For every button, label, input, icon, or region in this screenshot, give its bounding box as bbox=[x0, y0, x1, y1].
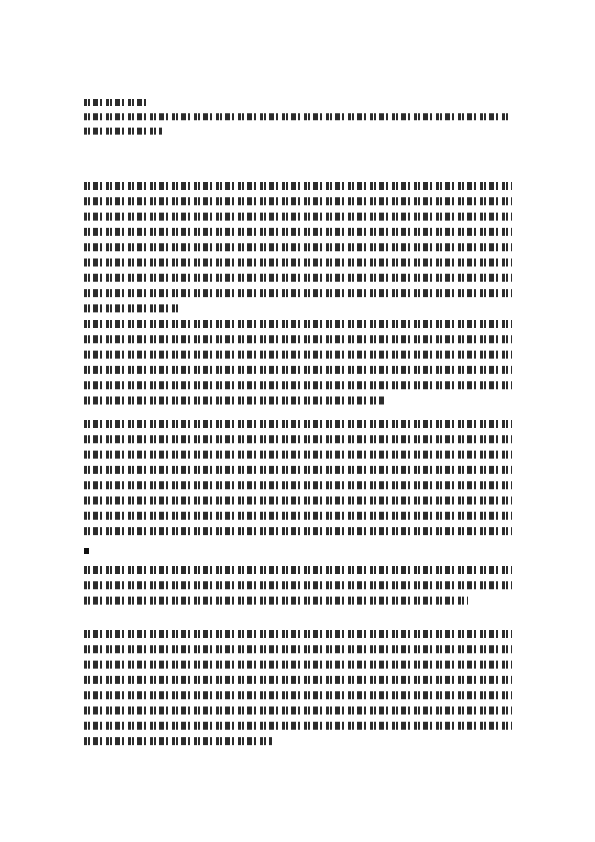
text-line bbox=[84, 302, 180, 314]
text-line bbox=[84, 735, 272, 747]
title-block bbox=[84, 97, 512, 140]
text-line bbox=[84, 525, 512, 537]
text-line bbox=[84, 256, 512, 268]
text-line bbox=[84, 318, 512, 330]
text-line bbox=[84, 449, 512, 461]
text-line bbox=[84, 379, 512, 391]
text-line bbox=[84, 628, 512, 640]
header-label-line bbox=[84, 97, 146, 108]
text-line bbox=[84, 704, 512, 716]
text-line bbox=[84, 689, 512, 701]
text-line bbox=[84, 659, 512, 671]
paragraph-2 bbox=[84, 318, 512, 410]
text-line bbox=[84, 479, 512, 491]
text-line bbox=[84, 364, 512, 376]
text-line bbox=[84, 180, 512, 192]
text-line bbox=[84, 349, 512, 361]
text-line bbox=[84, 579, 512, 591]
text-line bbox=[84, 333, 512, 345]
text-line bbox=[84, 226, 512, 238]
title-line bbox=[84, 111, 510, 122]
paragraph-4 bbox=[84, 564, 512, 610]
text-line bbox=[84, 720, 512, 732]
text-line bbox=[84, 287, 512, 299]
paragraph-3 bbox=[84, 418, 512, 540]
text-line bbox=[84, 433, 512, 445]
text-line bbox=[84, 195, 512, 207]
title-line bbox=[84, 126, 162, 137]
text-line bbox=[84, 418, 512, 430]
text-line bbox=[84, 464, 512, 476]
text-line bbox=[84, 595, 468, 607]
paragraph-5 bbox=[84, 628, 512, 750]
text-line bbox=[84, 494, 512, 506]
text-line bbox=[84, 272, 512, 284]
text-line bbox=[84, 394, 384, 406]
paragraph-1 bbox=[84, 180, 512, 318]
text-line bbox=[84, 241, 512, 253]
text-line bbox=[84, 564, 512, 576]
text-line bbox=[84, 510, 512, 522]
stray-mark bbox=[84, 548, 89, 554]
text-line bbox=[84, 211, 512, 223]
text-line bbox=[84, 674, 512, 686]
text-line bbox=[84, 643, 512, 655]
